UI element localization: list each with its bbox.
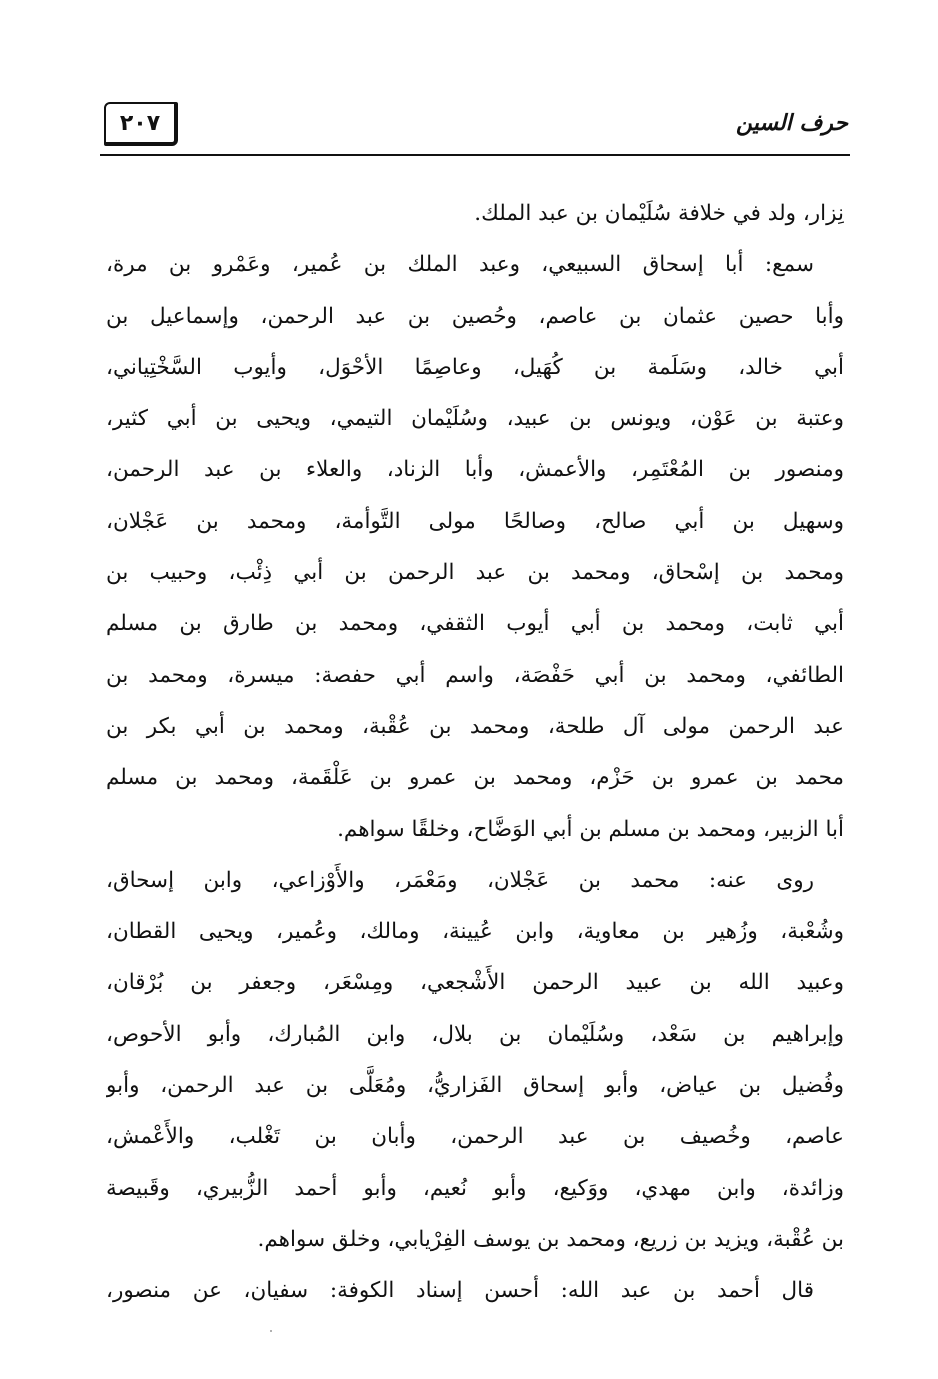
text-line: محمد بن عمرو بن حَزْم، ومحمد بن عمرو بن عَلْقَمة، ومحمد بن مسلم <box>106 765 844 791</box>
page-number: ٢٠٧ <box>119 110 161 136</box>
paragraph-birth <box>106 188 844 239</box>
text-line: روى عنه: محمد بن عَجْلان، ومَعْمَر، والأَوْزاعي، وابن إسحاق، <box>106 867 814 893</box>
paragraph-quote <box>106 1265 844 1316</box>
text-line: سمع: أبا إسحاق السبيعي، وعبد الملك بن عُمير، وعَمْرو بن مرة، <box>106 252 814 278</box>
text-line: قال أحمد بن عبد الله: أحسن إسناد الكوفة: سفيان، عن منصور، <box>106 1278 814 1304</box>
text-line: وعتبة بن عَوْن، ويونس بن عبيد، وسُلَيْمان التيمي، ويحيى بن أبي كثير، <box>106 406 844 432</box>
paragraph-students <box>106 855 844 1265</box>
scan-speck <box>270 1330 272 1332</box>
text-line: عاصم، وخُصيف بن عبد الرحمن، وأبان بن تَغْلب، والأَعْمش، <box>106 1124 844 1150</box>
text-line: عبد الرحمن مولى آل طلحة، ومحمد بن عُقْبة، ومحمد بن أبي بكر بن <box>106 713 844 739</box>
text-line: وسهيل بن أبي صالح، وصالحًا مولى التَّوأمة، ومحمد بن عَجْلان، <box>106 508 844 534</box>
paragraph-teachers <box>106 239 844 855</box>
text-line: الطائفي، ومحمد بن أبي حَفْصَة، واسم أبي حفصة: ميسرة، ومحمد بن <box>106 662 844 688</box>
page-header <box>100 96 850 158</box>
text-line: وفُضيل بن عياض، وأبو إسحاق الفَزاريُّ، ومُعَلَّى بن عبد الرحمن، وأبو <box>106 1073 844 1099</box>
text-line: أبي خالد، وسَلَمة بن كُهَيل، وعاصِمًا الأحْوَل، وأيوب السَّخْتِياني، <box>106 354 844 380</box>
text-line: أبا الزبير، ومحمد بن مسلم بن أبي الوَضَّاح، وخلقًا سواهم. <box>337 816 844 842</box>
page-number-box <box>104 102 178 146</box>
text-line: أبي ثابت، ومحمد بن أبي أيوب الثقفي، ومحمد بن طارق بن مسلم <box>106 611 844 637</box>
text-line: وإبراهيم بن سَعْد، وسُلَيْمان بن بلال، وابن المُبارك، وأبو الأحوص، <box>106 1021 844 1047</box>
body-text <box>106 188 844 1317</box>
text-line: وزائدة، وابن مهدي، ووَكيع، وأبو نُعيم، وأبو أحمد الزُّبيري، وقَبيصة <box>106 1175 844 1201</box>
running-title: حرف السين <box>735 110 848 136</box>
text-line: بن عُقْبة، ويزيد بن زريع، ومحمد بن يوسف الفِرْيابي، وخلق سواهم. <box>257 1226 844 1252</box>
text-line: ومنصور بن المُعْتَمِر، والأعمش، وأبا الزناد، والعلاء بن عبد الرحمن، <box>106 457 844 483</box>
header-rule <box>100 154 850 156</box>
text-line: وأبا حصين عثمان بن عاصم، وحُصين بن عبد الرحمن، وإسماعيل بن <box>106 303 844 329</box>
text-line: نِزار، ولد في خلافة سُلَيْمان بن عبد الملك. <box>474 201 844 226</box>
text-line: وشُعْبة، وزُهير بن معاوية، وابن عُيينة، ومالك، وعُمير، ويحيى القطان، <box>106 919 844 945</box>
text-line: وعبيد الله بن عبيد الرحمن الأَشْجعي، ومِسْعَر، وجعفر بن بُرْقان، <box>106 970 844 996</box>
text-line: ومحمد بن إسْحاق، ومحمد بن عبد الرحمن بن أبي ذِئْب، وحبيب بن <box>106 560 844 586</box>
